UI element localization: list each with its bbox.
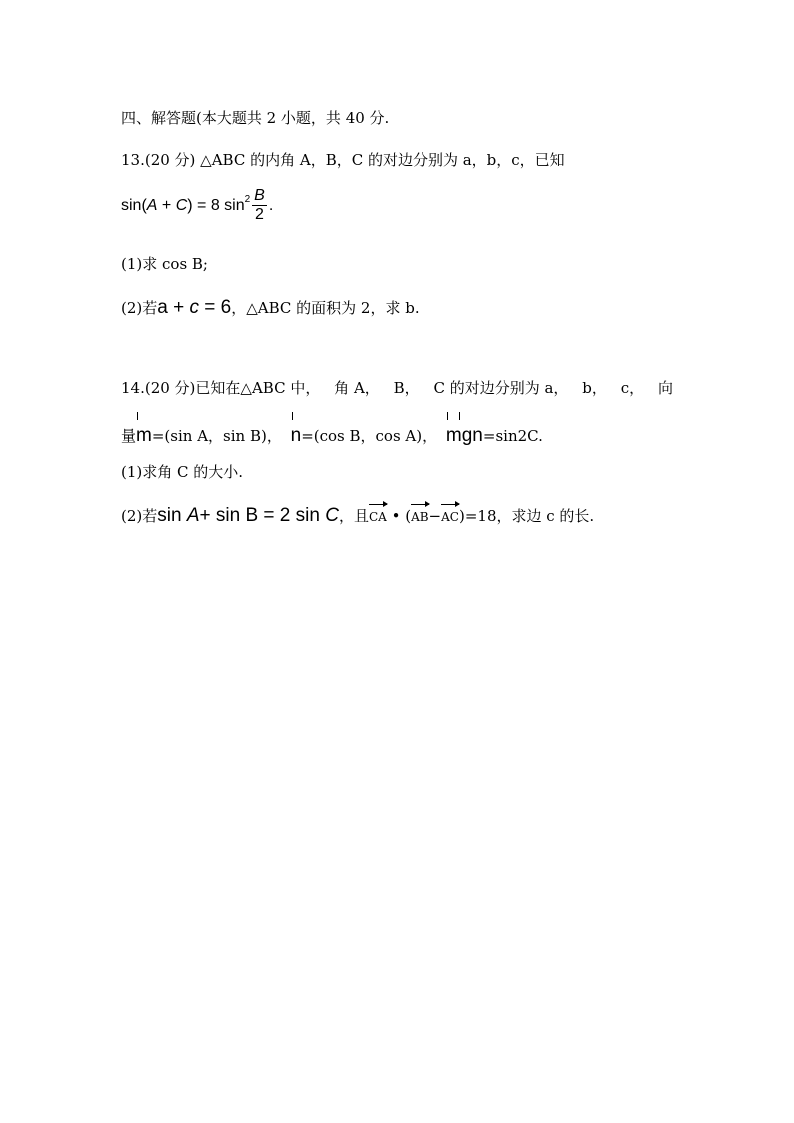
q13-p2-prefix: (2)若 — [121, 299, 158, 317]
q14-vector-ca: CA — [369, 502, 387, 529]
q14-p2-prefix: (2)若 — [121, 507, 158, 525]
q13-p2-eq: = — [198, 297, 221, 318]
q13-eq-frac-den: 2 — [255, 206, 264, 224]
q14-stem-part: 14.(20 分)已知在△ABC 中， — [121, 379, 321, 397]
q13-p2-suffix: ，△ABC 的面积为 2，求 b. — [231, 299, 420, 317]
q14-vector-m-value: =(sin A，sin B)， — [151, 427, 282, 445]
q13-eq-rhs: = 8 sin — [192, 197, 245, 214]
q14-vector-mn — [446, 424, 483, 448]
q13-eq-sin: sin( — [121, 197, 147, 214]
q13-eq-c: C — [175, 197, 188, 214]
q14-p2-suffix: )=18，求边 c 的长. — [458, 507, 595, 525]
q14-vector-mn-label: mgn — [445, 425, 483, 446]
q14-l2-prefix: 量 — [121, 427, 137, 445]
q14-p2-dot: • ( — [386, 507, 412, 525]
q14-vector-ab: AB — [411, 502, 428, 529]
q14-vector-n-label: n — [290, 425, 302, 446]
q13-eq-close: ) — [187, 197, 193, 214]
q14-stem-part: b， — [582, 379, 607, 397]
q14-stem-part: B， — [393, 379, 420, 397]
q13-eq-fraction — [252, 187, 267, 224]
q13-p2-a: a — [157, 297, 168, 318]
q14-vector-n-value: =(cos B，cos A)， — [301, 427, 438, 445]
q14-p2-mid: + sin B = 2 sin — [199, 505, 326, 526]
q14-stem-part: C 的对边分别为 a， — [433, 379, 569, 397]
q13-p2-six: 6 — [220, 297, 232, 318]
q13-stem: 13.(20 分) △ABC 的内角 A，B，C 的对边分别为 a，b，c，已知 — [121, 151, 565, 169]
q13-part1: (1)求 cos B; — [121, 255, 208, 273]
q14-vector-m-label: m — [136, 425, 152, 446]
q14-stem-part: 角 A， — [334, 379, 380, 397]
q14-p2-and: ，且 — [338, 507, 369, 525]
q14-part2 — [121, 502, 594, 529]
q14-stem-part: c， — [620, 379, 645, 397]
q14-vector-ac: AC — [441, 502, 459, 529]
q14-p2-minus: − — [428, 507, 442, 525]
q14-vectors — [121, 424, 543, 448]
q14-vector-n — [291, 424, 302, 448]
q14-vector-m — [136, 424, 152, 448]
q13-p2-c: c — [189, 297, 199, 318]
q13-eq-end: . — [268, 197, 274, 214]
q14-part1: (1)求角 C 的大小. — [121, 463, 244, 481]
section-heading: 四、解答题(本大题共 2 小题，共 40 分. — [121, 109, 390, 127]
q13-p2-plus: + — [167, 297, 190, 318]
q14-p2-sin: sin — [157, 505, 187, 526]
q13-eq-frac-num: B — [254, 187, 265, 205]
q14-stem — [121, 378, 673, 398]
q13-eq-a: A — [146, 197, 158, 214]
q13-eq-sup: 2 — [244, 194, 251, 205]
q14-stem-part: 向 — [657, 379, 673, 397]
q13-part2 — [121, 296, 420, 320]
q14-p2-c: C — [325, 505, 339, 526]
q13-eq-plus: + — [157, 197, 176, 214]
q14-p2-a: A — [186, 505, 200, 526]
q14-vector-mn-value: =sin2C. — [482, 427, 543, 445]
q13-equation — [121, 186, 273, 228]
